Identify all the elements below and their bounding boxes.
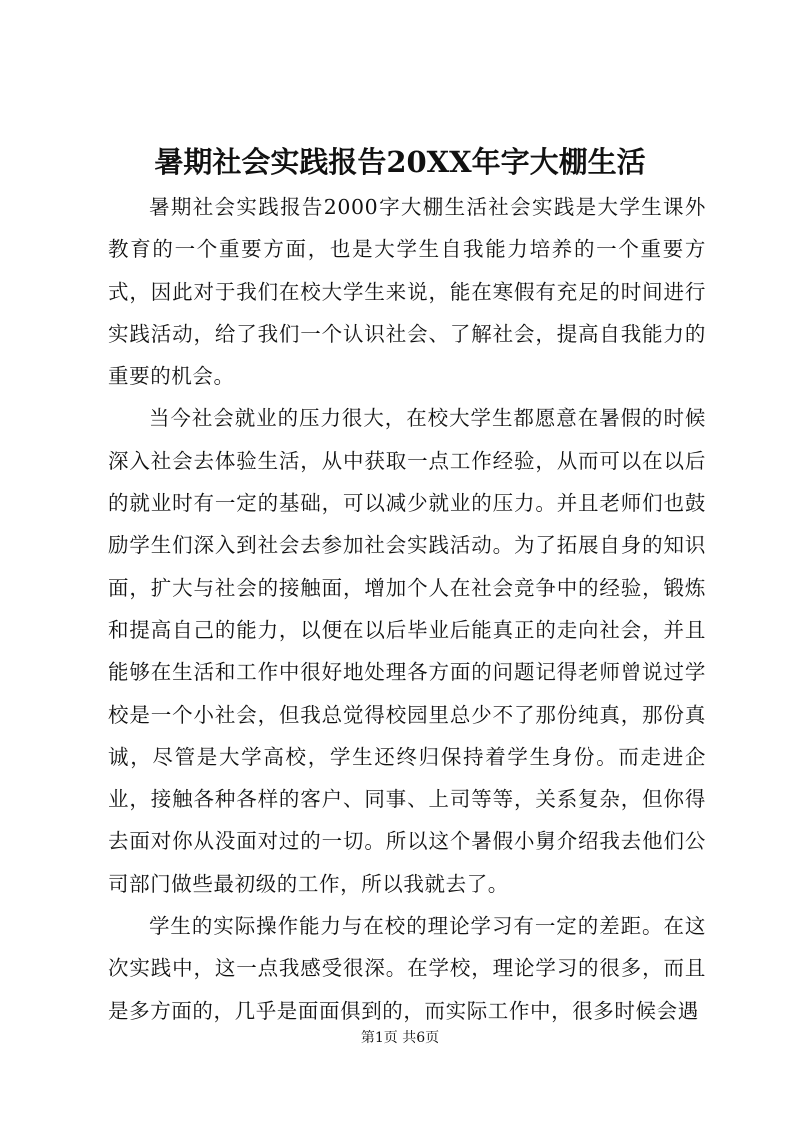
page-footer: 第1页 共6页 — [360, 1030, 440, 1046]
paragraph-2: 当今社会就业的压力很大，在校大学生都愿意在暑假的时候深入社会去体验生活，从中获取一点工作经验，从而可以在以后的就业时有一定的基础，可以减少就业的压力。并且老师们也鼓励学生们深入到社会去参加社会实践活动。为了拓展自身的知识面，扩大与社会的接触面，增加个人在社会竞争中的经验，锻炼和提高自己的能力，以便在以后毕业后能真正的走向社会，并且能够在生活和工作中很好地处理各方面的问题记得老师曾说过学校是一个小社会，但我总觉得校园里总少不了那份纯真，那份真诚，尽管是大学高校，学生还终归保持着学生身份。而走进企业，接触各种各样的客户、同事、上司等等，关系复杂，但你得去面对你从没面对过的一切。所以这个暑假小舅介绍我去他们公司部门做些最初级的工作，所以我就去了。 — [108, 406, 706, 896]
document-title: 暑期社会实践报告20XX年字大棚生活 — [154, 145, 646, 179]
document-body — [108, 186, 706, 1032]
paragraph-1: 暑期社会实践报告2000字大棚生活社会实践是大学生课外教育的一个重要方面，也是大学生自我能力培养的一个重要方式，因此对于我们在校大学生来说，能在寒假有充足的时间进行实践活动，给了我们一个认识社会、了解社会，提高自我能力的重要的机会。 — [108, 195, 706, 389]
paragraph-3: 学生的实际操作能力与在校的理论学习有一定的差距。在这次实践中，这一点我感受很深。在学校，理论学习的很多，而且是多方面的，几乎是面面俱到的，而实际工作中，很多时候会遇 — [108, 914, 706, 1023]
